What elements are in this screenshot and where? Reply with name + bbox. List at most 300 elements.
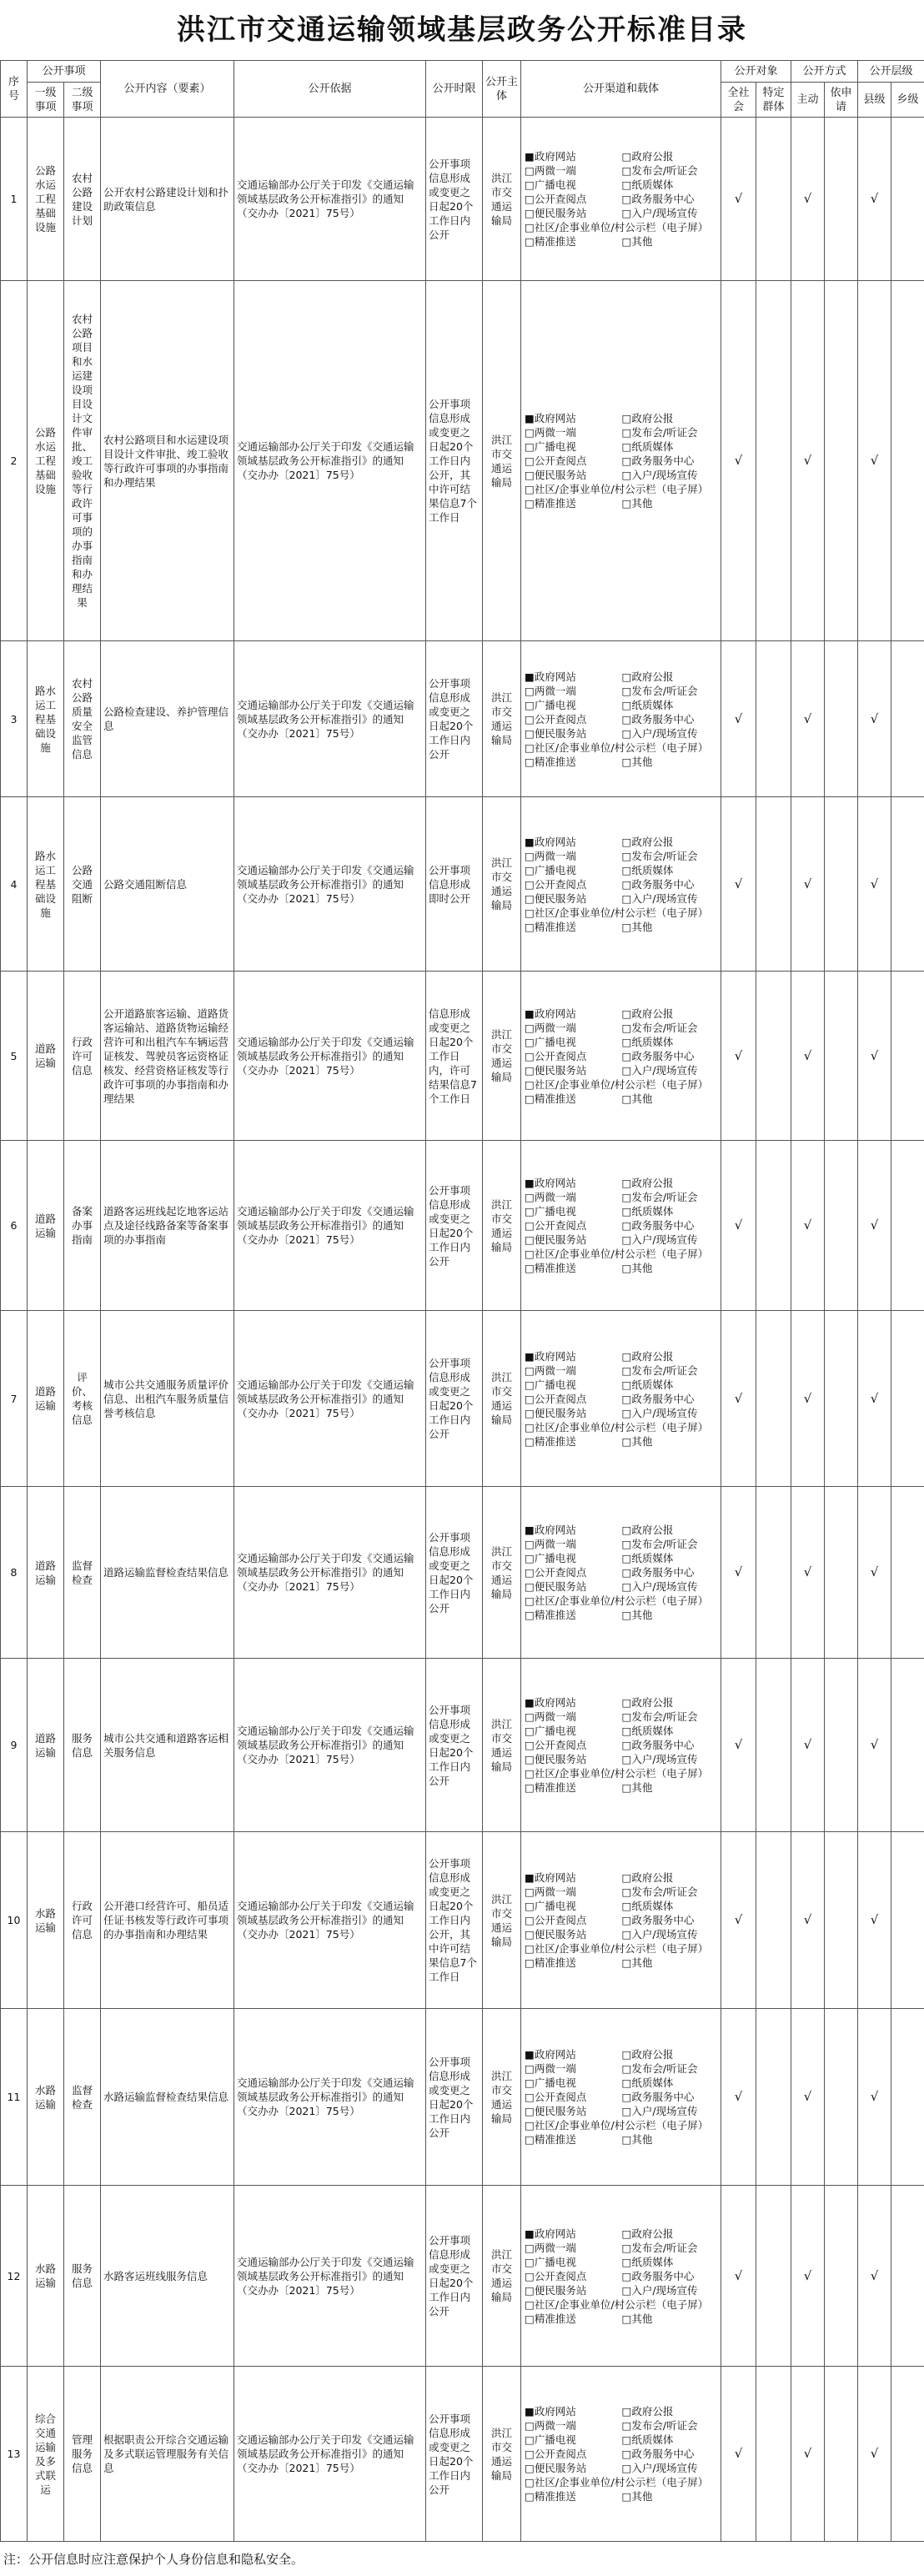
channel-checkbox-item: □政府公报	[621, 2047, 719, 2061]
row-content: 城市公共交通和道路客运相关服务信息	[101, 1659, 234, 1832]
channel-checkbox-item: □政府公报	[621, 835, 719, 849]
row-level1: 道路运输	[28, 1659, 64, 1832]
header-target: 公开对象	[721, 61, 791, 83]
row-content: 公路检查建设、养护管理信息	[101, 641, 234, 797]
channel-checkbox-item: □发布会/听证会	[621, 2418, 719, 2433]
channel-checkbox-item: □其他	[621, 1092, 719, 1106]
row-seq: 11	[1, 2009, 28, 2186]
channel-checkbox-item: □纸质媒体	[621, 2255, 719, 2269]
row-subject: 洪江市交通运输局	[483, 1141, 521, 1311]
row-time: 公开事项信息形成或变更之日起20个工作日内公开，其中许可结果信息7个工作日	[426, 281, 483, 641]
row-content: 道路运输监督检查结果信息	[101, 1487, 234, 1659]
channel-checkbox-item: □便民服务站	[524, 1927, 621, 1941]
channel-checkbox-item: □公开查阅点	[524, 2269, 621, 2283]
channel-checkbox-item: □便民服务站	[524, 2104, 621, 2118]
table-row	[1, 118, 924, 281]
row-content: 根据职责公开综合交通运输及多式联运管理服务有关信息	[101, 2367, 234, 2542]
table-row	[1, 1659, 924, 1832]
channel-checkbox-item: □其他	[621, 1434, 719, 1449]
channel-checkbox-item: □两微一端	[524, 1710, 621, 1724]
row-specific-group	[756, 118, 791, 281]
channel-checkbox-item: ■政府网站	[524, 1176, 621, 1190]
row-basis: 交通运输部办公厅关于印发《交通运输领域基层政务公开标准指引》的通知（交办办〔2021〕75号）	[234, 797, 426, 972]
table-row	[1, 1487, 924, 1659]
channel-checkbox-item: □入户/现场宣传	[621, 1927, 719, 1941]
channel-checkbox-item: □发布会/听证会	[621, 2061, 719, 2076]
row-basis: 交通运输部办公厅关于印发《交通运输领域基层政务公开标准指引》的通知（交办办〔2021〕75号）	[234, 1141, 426, 1311]
channel-checkbox-item: □入户/现场宣传	[621, 1579, 719, 1594]
header-level: 公开层级	[858, 61, 924, 83]
channel-checkbox-item: ■政府网站	[524, 1349, 621, 1363]
row-time: 公开事项信息形成或变更之日起20个工作日内公开	[426, 118, 483, 281]
row-level1: 道路运输	[28, 1141, 64, 1311]
channel-checkbox-item: □社区/企事业单位/村公示栏（电子屏）	[524, 482, 718, 496]
row-level1: 水路运输	[28, 1832, 64, 2009]
row-level2: 服务信息	[64, 1659, 101, 1832]
channel-checkbox-item: □社区/企事业单位/村公示栏（电子屏）	[524, 2297, 718, 2312]
row-basis: 交通运输部办公厅关于印发《交通运输领域基层政务公开标准指引》的通知（交办办〔2021〕75号）	[234, 2186, 426, 2367]
row-all-society: √	[721, 2367, 756, 2542]
row-seq: 13	[1, 2367, 28, 2542]
header-seq: 序号	[1, 61, 28, 118]
channel-checkbox-item: □其他	[621, 1261, 719, 1275]
row-channels	[521, 797, 721, 972]
row-on-request	[825, 118, 858, 281]
channel-checkbox-item: □社区/企事业单位/村公示栏（电子屏）	[524, 741, 718, 755]
row-active: √	[791, 2186, 825, 2367]
row-level1: 路水运工程基础设施	[28, 797, 64, 972]
channel-checkbox-item: □纸质媒体	[621, 1899, 719, 1913]
channel-checkbox-item: □公开查阅点	[524, 1218, 621, 1233]
channel-checkbox-item: □入户/现场宣传	[621, 2283, 719, 2297]
row-subject: 洪江市交通运输局	[483, 1832, 521, 2009]
row-subject: 洪江市交通运输局	[483, 1659, 521, 1832]
header-level2: 二级事项	[64, 83, 101, 118]
channel-checkbox-item: □公开查阅点	[524, 1049, 621, 1063]
header-subject: 公开主体	[483, 61, 521, 118]
row-on-request	[825, 1141, 858, 1311]
row-all-society: √	[721, 118, 756, 281]
channel-checkbox-item: □精准推送	[524, 2312, 621, 2326]
row-content: 道路客运班线起讫地客运站点及途径线路备案等备案事项的办事指南	[101, 1141, 234, 1311]
channel-checkbox-item: □发布会/听证会	[621, 1885, 719, 1899]
channel-checkbox-item: □两微一端	[524, 1363, 621, 1378]
row-township	[891, 641, 924, 797]
row-active: √	[791, 2009, 825, 2186]
channel-checkbox-item: □入户/现场宣传	[621, 206, 719, 220]
channel-checkbox-item: □社区/企事业单位/村公示栏（电子屏）	[524, 220, 718, 234]
channel-checkbox-item: □纸质媒体	[621, 1378, 719, 1392]
channel-checkbox-item: □政府公报	[621, 2227, 719, 2241]
row-township	[891, 281, 924, 641]
channel-checkbox-item: □两微一端	[524, 1537, 621, 1551]
channel-checklist	[524, 2047, 718, 2147]
channel-checkbox-item: □政府公报	[621, 1349, 719, 1363]
row-subject: 洪江市交通运输局	[483, 797, 521, 972]
channel-checkbox-item: □公开查阅点	[524, 1913, 621, 1927]
row-township	[891, 2367, 924, 2542]
row-basis: 交通运输部办公厅关于印发《交通运输领域基层政务公开标准指引》的通知（交办办〔2021〕75号）	[234, 1311, 426, 1487]
row-county: √	[858, 2186, 891, 2367]
row-active: √	[791, 118, 825, 281]
channel-checkbox-item: □纸质媒体	[621, 178, 719, 192]
row-township	[891, 1311, 924, 1487]
row-specific-group	[756, 1311, 791, 1487]
row-seq: 10	[1, 1832, 28, 2009]
channel-checkbox-item: □精准推送	[524, 1434, 621, 1449]
table-row	[1, 641, 924, 797]
row-level2: 农村公路质量安全监管信息	[64, 641, 101, 797]
row-subject: 洪江市交通运输局	[483, 118, 521, 281]
row-all-society: √	[721, 281, 756, 641]
channel-checkbox-item: □广播电视	[524, 1551, 621, 1565]
channel-checkbox-item: □社区/企事业单位/村公示栏（电子屏）	[524, 1077, 718, 1092]
channel-checkbox-item: ■政府网站	[524, 1523, 621, 1537]
row-specific-group	[756, 2367, 791, 2542]
channel-checkbox-item: □纸质媒体	[621, 2433, 719, 2447]
channel-checkbox-item: □纸质媒体	[621, 1724, 719, 1738]
table-row	[1, 281, 924, 641]
row-county: √	[858, 797, 891, 972]
channel-checkbox-item: □广播电视	[524, 1035, 621, 1049]
channel-checkbox-item: □精准推送	[524, 2132, 621, 2147]
row-time: 公开事项信息形成或变更之日起20个工作日内公开	[426, 1141, 483, 1311]
row-basis: 交通运输部办公厅关于印发《交通运输领域基层政务公开标准指引》的通知（交办办〔2021〕75号）	[234, 281, 426, 641]
row-township	[891, 972, 924, 1141]
channel-checkbox-item: □政府公报	[621, 149, 719, 163]
channel-checkbox-item: □发布会/听证会	[621, 849, 719, 863]
channel-checkbox-item: □便民服务站	[524, 1579, 621, 1594]
channel-checkbox-item: □社区/企事业单位/村公示栏（电子屏）	[524, 1247, 718, 1261]
channel-checklist	[524, 670, 718, 769]
row-basis: 交通运输部办公厅关于印发《交通运输领域基层政务公开标准指引》的通知（交办办〔2021〕75号）	[234, 641, 426, 797]
channel-checkbox-item: □发布会/听证会	[621, 684, 719, 698]
row-level2: 农村公路建设计划	[64, 118, 101, 281]
channel-checkbox-item: □便民服务站	[524, 1406, 621, 1420]
channel-checkbox-item: □公开查阅点	[524, 712, 621, 726]
row-level2: 备案办事指南	[64, 1141, 101, 1311]
channel-checkbox-item: □社区/企事业单位/村公示栏（电子屏）	[524, 2475, 718, 2489]
channel-checkbox-item: □便民服务站	[524, 1233, 621, 1247]
row-specific-group	[756, 1487, 791, 1659]
row-seq: 9	[1, 1659, 28, 1832]
row-on-request	[825, 1487, 858, 1659]
channel-checkbox-item: □社区/企事业单位/村公示栏（电子屏）	[524, 1594, 718, 1608]
row-time: 公开事项信息形成或变更之日起20个工作日内公开	[426, 2367, 483, 2542]
channel-checkbox-item: □公开查阅点	[524, 2447, 621, 2461]
row-all-society: √	[721, 2186, 756, 2367]
channel-checkbox-item: □其他	[621, 1956, 719, 1970]
row-level1: 综合交通运输及多式联运	[28, 2367, 64, 2542]
row-channels	[521, 281, 721, 641]
channel-checkbox-item: □广播电视	[524, 1724, 621, 1738]
row-on-request	[825, 2186, 858, 2367]
table-row	[1, 1141, 924, 1311]
row-township	[891, 1659, 924, 1832]
row-county: √	[858, 1311, 891, 1487]
channel-checkbox-item: □精准推送	[524, 1608, 621, 1622]
row-on-request	[825, 2009, 858, 2186]
header-matter: 公开事项	[28, 61, 101, 83]
row-specific-group	[756, 1141, 791, 1311]
row-on-request	[825, 2367, 858, 2542]
channel-checkbox-item: □广播电视	[524, 1378, 621, 1392]
channel-checkbox-item: □广播电视	[524, 2433, 621, 2447]
channel-checkbox-item: □两微一端	[524, 1885, 621, 1899]
channel-checkbox-item: □政务服务中心	[621, 1392, 719, 1406]
channel-checkbox-item: □政务服务中心	[621, 1913, 719, 1927]
header-content: 公开内容（要素）	[101, 61, 234, 118]
row-basis: 交通运输部办公厅关于印发《交通运输领域基层政务公开标准指引》的通知（交办办〔2021〕75号）	[234, 1659, 426, 1832]
row-on-request	[825, 281, 858, 641]
channel-checklist	[524, 149, 718, 249]
channel-checkbox-item: □社区/企事业单位/村公示栏（电子屏）	[524, 1766, 718, 1780]
row-time: 公开事项信息形成即时公开	[426, 797, 483, 972]
channel-checkbox-item: □精准推送	[524, 755, 621, 769]
channel-checkbox-item: □政府公报	[621, 1007, 719, 1021]
row-channels	[521, 1311, 721, 1487]
channel-checklist	[524, 2227, 718, 2326]
row-active: √	[791, 1487, 825, 1659]
row-active: √	[791, 2367, 825, 2542]
row-channels	[521, 2009, 721, 2186]
channel-checkbox-item: □入户/现场宣传	[621, 2104, 719, 2118]
channel-checkbox-item: □政府公报	[621, 411, 719, 425]
row-level2: 评价、考核信息	[64, 1311, 101, 1487]
header-specific-group: 特定群体	[756, 83, 791, 118]
row-channels	[521, 2367, 721, 2542]
channel-checkbox-item: □纸质媒体	[621, 2076, 719, 2090]
row-specific-group	[756, 972, 791, 1141]
row-level2: 监督检查	[64, 2009, 101, 2186]
row-county: √	[858, 2009, 891, 2186]
row-active: √	[791, 1659, 825, 1832]
channel-checkbox-item: □入户/现场宣传	[621, 726, 719, 741]
channel-checkbox-item: □精准推送	[524, 1092, 621, 1106]
channel-checkbox-item: □便民服务站	[524, 1063, 621, 1077]
channel-checkbox-item: □公开查阅点	[524, 1565, 621, 1579]
row-all-society: √	[721, 1659, 756, 1832]
row-level1: 路水运工程基础设施	[28, 641, 64, 797]
row-level2: 公路交通阻断	[64, 797, 101, 972]
row-on-request	[825, 641, 858, 797]
channel-checkbox-item: □政府公报	[621, 1523, 719, 1537]
channel-checkbox-item: □社区/企事业单位/村公示栏（电子屏）	[524, 906, 718, 920]
channel-checkbox-item: □政务服务中心	[621, 192, 719, 206]
row-seq: 5	[1, 972, 28, 1141]
row-level2: 服务信息	[64, 2186, 101, 2367]
channel-checkbox-item: □发布会/听证会	[621, 1710, 719, 1724]
row-township	[891, 1141, 924, 1311]
row-level2: 农村公路项目和水运建设项目设计文件审批、竣工验收等行政许可事项的办事指南和办理结果	[64, 281, 101, 641]
row-township	[891, 118, 924, 281]
row-level1: 公路水运工程基础设施	[28, 281, 64, 641]
row-seq: 1	[1, 118, 28, 281]
channel-checkbox-item: □纸质媒体	[621, 1204, 719, 1218]
channel-checkbox-item: □纸质媒体	[621, 439, 719, 454]
row-level1: 道路运输	[28, 1311, 64, 1487]
row-all-society: √	[721, 972, 756, 1141]
channel-checkbox-item: □公开查阅点	[524, 2090, 621, 2104]
row-basis: 交通运输部办公厅关于印发《交通运输领域基层政务公开标准指引》的通知（交办办〔2021〕75号）	[234, 972, 426, 1141]
channel-checklist	[524, 1007, 718, 1106]
channel-checkbox-item: □其他	[621, 1780, 719, 1795]
row-county: √	[858, 1141, 891, 1311]
row-county: √	[858, 1659, 891, 1832]
row-content: 公开道路旅客运输、道路货客运输站、道路货物运输经营许可和出租汽车车辆运营证核发、驾驶员客运资格证核发、经营资格证核发等行政许可事项的办事指南和办理结果	[101, 972, 234, 1141]
channel-checklist	[524, 1870, 718, 1970]
table-row	[1, 972, 924, 1141]
channel-checkbox-item: □发布会/听证会	[621, 1021, 719, 1035]
row-active: √	[791, 972, 825, 1141]
channel-checkbox-item: □其他	[621, 920, 719, 934]
row-channels	[521, 118, 721, 281]
channel-checkbox-item: □其他	[621, 234, 719, 249]
row-subject: 洪江市交通运输局	[483, 2367, 521, 2542]
row-content: 公开农村公路建设计划和扑助政策信息	[101, 118, 234, 281]
row-township	[891, 2009, 924, 2186]
channel-checkbox-item: ■政府网站	[524, 2404, 621, 2418]
header-level1: 一级事项	[28, 83, 64, 118]
channel-checkbox-item: □入户/现场宣传	[621, 468, 719, 482]
row-time: 公开事项信息形成或变更之日起20个工作日内公开，其中许可结果信息7个工作日	[426, 1832, 483, 2009]
channel-checkbox-item: □精准推送	[524, 920, 621, 934]
row-county: √	[858, 1487, 891, 1659]
row-channels	[521, 972, 721, 1141]
row-county: √	[858, 281, 891, 641]
channel-checkbox-item: □政务服务中心	[621, 1218, 719, 1233]
row-content: 水路运输监督检查结果信息	[101, 2009, 234, 2186]
row-township	[891, 1832, 924, 2009]
row-level2: 行政许可信息	[64, 1832, 101, 2009]
channel-checkbox-item: □纸质媒体	[621, 1551, 719, 1565]
row-county: √	[858, 2367, 891, 2542]
row-time: 公开事项信息形成或变更之日起20个工作日内公开	[426, 1487, 483, 1659]
row-on-request	[825, 972, 858, 1141]
channel-checkbox-item: □发布会/听证会	[621, 2241, 719, 2255]
channel-checkbox-item: □精准推送	[524, 1780, 621, 1795]
channel-checkbox-item: ■政府网站	[524, 1870, 621, 1885]
channel-checkbox-item: □广播电视	[524, 2076, 621, 2090]
channel-checkbox-item: □公开查阅点	[524, 1392, 621, 1406]
header-active: 主动	[791, 83, 825, 118]
table-row	[1, 797, 924, 972]
row-specific-group	[756, 281, 791, 641]
header-time: 公开时限	[426, 61, 483, 118]
row-all-society: √	[721, 1487, 756, 1659]
row-level1: 公路水运工程基础设施	[28, 118, 64, 281]
channel-checkbox-item: □入户/现场宣传	[621, 891, 719, 906]
row-channels	[521, 1832, 721, 2009]
row-seq: 3	[1, 641, 28, 797]
channel-checkbox-item: □精准推送	[524, 234, 621, 249]
row-basis: 交通运输部办公厅关于印发《交通运输领域基层政务公开标准指引》的通知（交办办〔2021〕75号）	[234, 2009, 426, 2186]
row-subject: 洪江市交通运输局	[483, 641, 521, 797]
channel-checkbox-item: □政务服务中心	[621, 877, 719, 891]
channel-checkbox-item: □公开查阅点	[524, 192, 621, 206]
row-level1: 水路运输	[28, 2009, 64, 2186]
row-township	[891, 1487, 924, 1659]
channel-checkbox-item: □其他	[621, 755, 719, 769]
channel-checkbox-item: □精准推送	[524, 2489, 621, 2503]
channel-checkbox-item: □便民服务站	[524, 726, 621, 741]
row-active: √	[791, 1141, 825, 1311]
row-level2: 监督检查	[64, 1487, 101, 1659]
row-channels	[521, 641, 721, 797]
row-county: √	[858, 1832, 891, 2009]
channel-checkbox-item: □广播电视	[524, 863, 621, 877]
channel-checklist	[524, 1695, 718, 1795]
channel-checkbox-item: □精准推送	[524, 496, 621, 510]
channel-checkbox-item: □精准推送	[524, 1261, 621, 1275]
channel-checkbox-item: □入户/现场宣传	[621, 1752, 719, 1766]
channel-checkbox-item: □精准推送	[524, 1956, 621, 1970]
channel-checkbox-item: □两微一端	[524, 163, 621, 178]
channel-checkbox-item: □发布会/听证会	[621, 163, 719, 178]
row-channels	[521, 2186, 721, 2367]
row-specific-group	[756, 2009, 791, 2186]
channel-checkbox-item: □政府公报	[621, 2404, 719, 2418]
row-content: 水路客运班线服务信息	[101, 2186, 234, 2367]
row-seq: 6	[1, 1141, 28, 1311]
row-channels	[521, 1659, 721, 1832]
row-all-society: √	[721, 797, 756, 972]
channel-checklist	[524, 835, 718, 934]
row-active: √	[791, 797, 825, 972]
channel-checkbox-item: □入户/现场宣传	[621, 1406, 719, 1420]
channel-checkbox-item: □两微一端	[524, 1190, 621, 1204]
row-subject: 洪江市交通运输局	[483, 2186, 521, 2367]
header-on-request: 依申请	[825, 83, 858, 118]
row-specific-group	[756, 797, 791, 972]
channel-checkbox-item: □其他	[621, 1608, 719, 1622]
channel-checkbox-item: □纸质媒体	[621, 698, 719, 712]
channel-checkbox-item: □其他	[621, 496, 719, 510]
channel-checkbox-item: □政务服务中心	[621, 1738, 719, 1752]
channel-checkbox-item: ■政府网站	[524, 2047, 621, 2061]
header-township: 乡级	[891, 83, 924, 118]
table-row	[1, 1832, 924, 2009]
channel-checkbox-item: □便民服务站	[524, 2283, 621, 2297]
channel-checklist	[524, 1523, 718, 1622]
channel-checkbox-item: ■政府网站	[524, 835, 621, 849]
row-basis: 交通运输部办公厅关于印发《交通运输领域基层政务公开标准指引》的通知（交办办〔2021〕75号）	[234, 118, 426, 281]
channel-checkbox-item: □其他	[621, 2489, 719, 2503]
channel-checkbox-item: □政务服务中心	[621, 2090, 719, 2104]
header-all-society: 全社会	[721, 83, 756, 118]
channel-checkbox-item: □公开查阅点	[524, 454, 621, 468]
row-active: √	[791, 281, 825, 641]
channel-checkbox-item: □便民服务站	[524, 206, 621, 220]
channel-checkbox-item: □两微一端	[524, 1021, 621, 1035]
row-time: 公开事项信息形成或变更之日起20个工作日内公开	[426, 641, 483, 797]
row-seq: 2	[1, 281, 28, 641]
channel-checkbox-item: □政务服务中心	[621, 454, 719, 468]
row-time: 公开事项信息形成或变更之日起20个工作日内公开	[426, 1659, 483, 1832]
row-subject: 洪江市交通运输局	[483, 1487, 521, 1659]
channel-checkbox-item: □政府公报	[621, 1176, 719, 1190]
channel-checkbox-item: □其他	[621, 2312, 719, 2326]
channel-checkbox-item: □广播电视	[524, 2255, 621, 2269]
row-specific-group	[756, 641, 791, 797]
channel-checkbox-item: ■政府网站	[524, 670, 621, 684]
channel-checkbox-item: □发布会/听证会	[621, 425, 719, 439]
channel-checkbox-item: □便民服务站	[524, 2461, 621, 2475]
table-row	[1, 2009, 924, 2186]
row-channels	[521, 1141, 721, 1311]
row-level1: 水路运输	[28, 2186, 64, 2367]
row-township	[891, 797, 924, 972]
